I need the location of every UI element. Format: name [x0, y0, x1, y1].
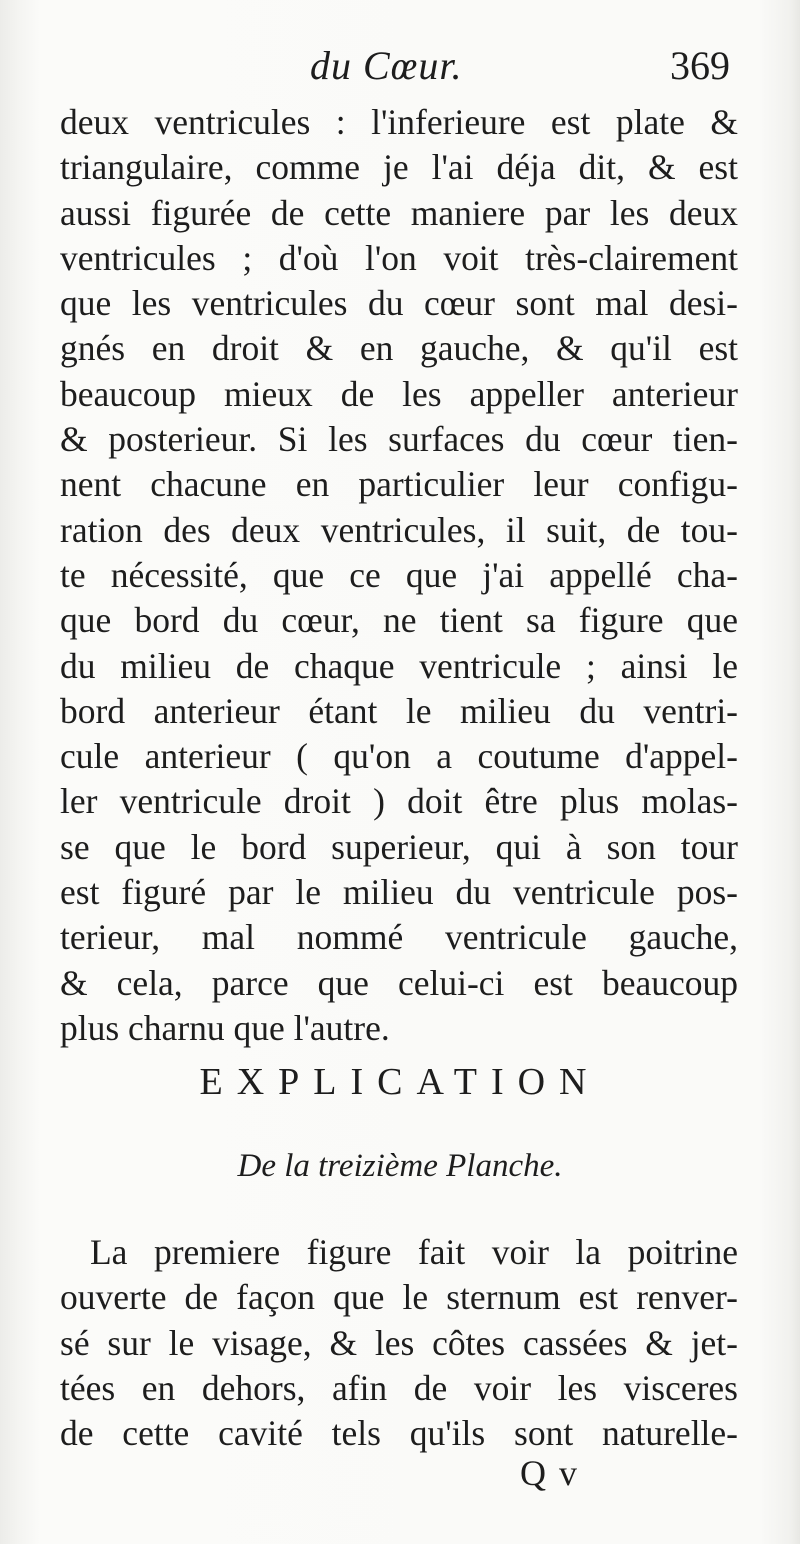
page-number: 369: [670, 43, 730, 88]
page-header: [60, 42, 730, 98]
text-line: terieur, mal nommé ventricule gauche,: [60, 917, 738, 958]
text-line: tées en dehors, afin de voir les visceres: [60, 1367, 738, 1408]
text-line: ration des deux ventricules, il suit, de tou-: [60, 509, 738, 550]
text-line: ventricules ; d'où l'on voit très-clairement: [60, 237, 738, 278]
text-line: est figuré par le milieu du ventricule pos-: [60, 872, 738, 913]
signature-mark: Q v: [520, 1453, 579, 1493]
text-line: que bord du cœur, ne tient sa figure que: [60, 600, 738, 641]
text-line: triangulaire, comme je l'ai déja dit, & est: [60, 147, 738, 188]
running-title: du Cœur.: [310, 43, 463, 88]
text-line: de cette cavité tels qu'ils sont naturelle-: [60, 1413, 738, 1454]
text-line: bord anterieur étant le milieu du ventri-: [60, 690, 738, 731]
section-paragraph: [60, 1230, 738, 1456]
text-line: ouverte de façon que le sternum est renver-: [60, 1277, 738, 1318]
text-line: nent chacune en particulier leur configu-: [60, 464, 738, 505]
text-line: deux ventricules : l'inferieure est plate &: [60, 102, 738, 142]
text-line: beaucoup mieux de les appeller anterieur: [60, 373, 738, 414]
text-line: aussi figurée de cette maniere par les deux: [60, 192, 738, 233]
text-line: La premiere figure fait voir la poitrine: [90, 1232, 738, 1272]
text-line: cule anterieur ( qu'on a coutume d'appel-: [60, 736, 738, 777]
body-paragraph: [60, 100, 738, 1051]
text-line: du milieu de chaque ventricule ; ainsi le: [60, 645, 738, 686]
section-subheading: De la treizième Planche.: [237, 1148, 563, 1184]
text-line: que les ventricules du cœur sont mal desi-: [60, 283, 738, 324]
section-heading: EXPLICATION: [199, 1061, 601, 1103]
text-line: plus charnu que l'autre.: [60, 1007, 390, 1048]
text-line: ler ventricule droit ) doit être plus molas-: [60, 781, 738, 822]
text-line: se que le bord superieur, qui à son tour: [60, 826, 738, 867]
text-line: & cela, parce que celui-ci est beaucoup: [60, 962, 738, 1003]
text-line: te nécessité, que ce que j'ai appellé cha-: [60, 554, 738, 595]
text-line: gnés en droit & en gauche, & qu'il est: [60, 328, 738, 369]
text-line: sé sur le visage, & les côtes cassées & jet-: [60, 1322, 738, 1363]
text-line: & posterieur. Si les surfaces du cœur tien-: [60, 419, 738, 460]
